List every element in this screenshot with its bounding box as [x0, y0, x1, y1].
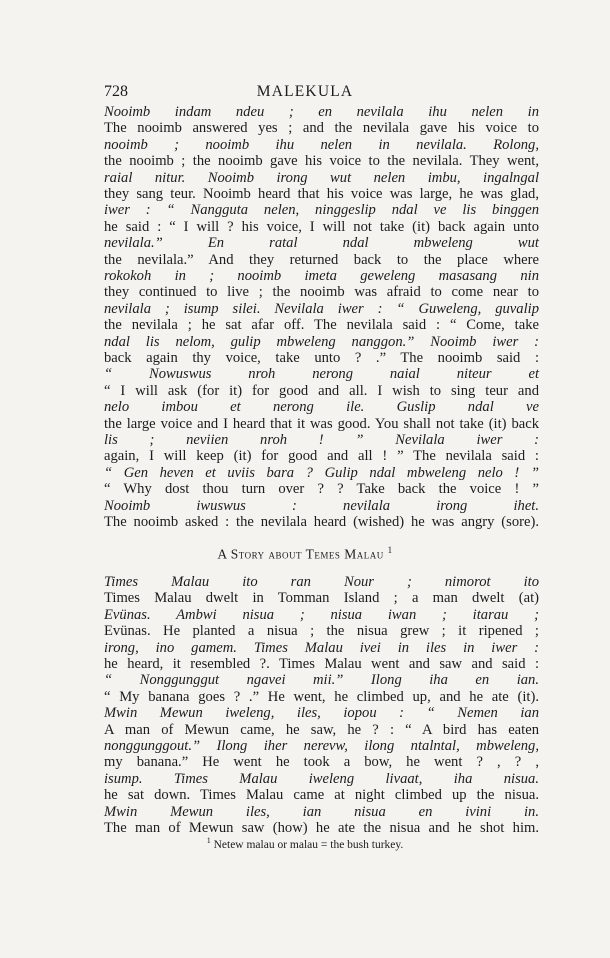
native-text-line: irong, ino gamem. Times Malau ivei in iles in iwer : [104, 639, 539, 656]
native-text-line: lis ; neviien nroh ! ” Nevilala iwer : [104, 432, 539, 448]
native-text-line: Mwin Mewun iles, ian nisua en ivini in. [104, 803, 539, 820]
native-text-line: Times Malau ito ran Nour ; nimorot ito [104, 574, 539, 590]
native-text-line: Nooimb iwuswus : nevilala irong ihet. [104, 497, 539, 514]
translation-line: the large voice and I heard that it was good. You shall not take (it) back [104, 415, 539, 432]
native-text-line: iwer : “ Nangguta nelen, ninggeslip ndal ve lis binggen [104, 202, 539, 219]
native-text-line: Evünas. Ambwi nisua ; nisua iwan ; itarau ; [104, 606, 539, 623]
translation-line: the nevilala ; he sat afar off. The nevilala said : “ Come, take [104, 317, 539, 334]
footnote-marker: 1 [206, 836, 211, 845]
translation-line: my banana.” He went he took a bow, he went ? , ? , [104, 754, 539, 771]
translation-line: back again thy voice, take unto ? .” The nooimb said : [104, 350, 539, 366]
native-text-line: “ Gen heven et uviis bara ? Gulip ndal mbweleng nelo ! ” [104, 464, 539, 481]
translation-line: “ My banana goes ? .” He went, he climbed up, and he ate (it). [104, 688, 539, 705]
translation-line: again, I will keep (it) for good and all ! ” The nevilala said : [104, 448, 539, 465]
translation-line: The man of Mewun saw (how) he ate the nisua and he shot him. [104, 820, 539, 836]
native-text-line: nevilala ; isump silei. Nevilala iwer : “ Guweleng, guvalip [104, 300, 539, 317]
translation-line: Evünas. He planted a nisua ; the nisua grew ; it ripened ; [104, 623, 539, 640]
native-text-line: ndal lis nelom, gulip mbweleng nanggon.” Nooimb iwer : [104, 333, 539, 350]
translation-line: they continued to live ; the nooimb was afraid to come near to [104, 284, 539, 301]
translation-line: the nevilala.” And they returned back to the place where [104, 251, 539, 268]
native-text-line: nooimb ; nooimb ihu nelen in nevilala. Rolong, [104, 136, 539, 153]
native-text-line: rokokoh in ; nooimb imeta geweleng masasang nin [104, 268, 539, 284]
native-text-line: Mwin Mewun iweleng, iles, iopou : “ Nemen ian [104, 705, 539, 722]
translation-line: The nooimb asked : the nevilala heard (wished) he was angry (sore). [104, 514, 539, 530]
translation-line: the nooimb ; the nooimb gave his voice to the nevilala. They went, [104, 153, 539, 170]
native-text-line: nonggunggout.” Ilong iher nerevw, ilong ntalntal, mbweleng, [104, 738, 539, 754]
native-text-line: “ Nowuswus nroh nerong naial niteur et [104, 366, 539, 383]
translation-line: A man of Mewun came, he saw, he ? : “ A bird has eaten [104, 721, 539, 738]
story-heading-footnote-marker: 1 [387, 545, 393, 555]
translation-line: he said : “ I will ? his voice, I will not take (it) back again unto [104, 218, 539, 235]
running-title: MALEKULA [256, 83, 354, 100]
footnote [0, 836, 610, 851]
native-text-line: nevilala.” En ratal ndal mbweleng wut [104, 235, 539, 252]
page-number: 728 [104, 83, 128, 100]
footnote-text: Netew malau or malau = the bush turkey. [213, 838, 404, 851]
native-text-line: “ Nonggunggut ngavei mii.” Ilong iha en ian. [104, 672, 539, 689]
translation-line: “ Why dost thou turn over ? ? Take back the voice ! ” [104, 481, 539, 498]
native-text-line: nelo imbou et nerong ile. Guslip ndal ve [104, 399, 539, 416]
translation-line: The nooimb answered yes ; and the nevilala gave his voice to [104, 120, 539, 137]
translation-line: they sang teur. Nooimb heard that his voice was large, he was glad, [104, 186, 539, 202]
native-text-line: raial nitur. Nooimb irong wut nelen imbu, ingalngal [104, 169, 539, 186]
translation-line: Times Malau dwelt in Tomman Island ; a man dwelt (at) [104, 590, 539, 607]
native-text-line: isump. Times Malau iweleng livaat, iha nisua. [104, 770, 539, 787]
story-heading [0, 545, 610, 563]
translation-line: “ I will ask (for it) for good and all. I wish to sing teur and [104, 382, 539, 399]
translation-line: he sat down. Times Malau came at night climbed up the nisua. [104, 787, 539, 804]
native-text-line: Nooimb indam ndeu ; en nevilala ihu nelen in [104, 104, 539, 120]
story-heading-text: A Story about Temes Malau [217, 546, 384, 562]
translation-line: he heard, it resembled ?. Times Malau went and saw and said : [104, 656, 539, 672]
